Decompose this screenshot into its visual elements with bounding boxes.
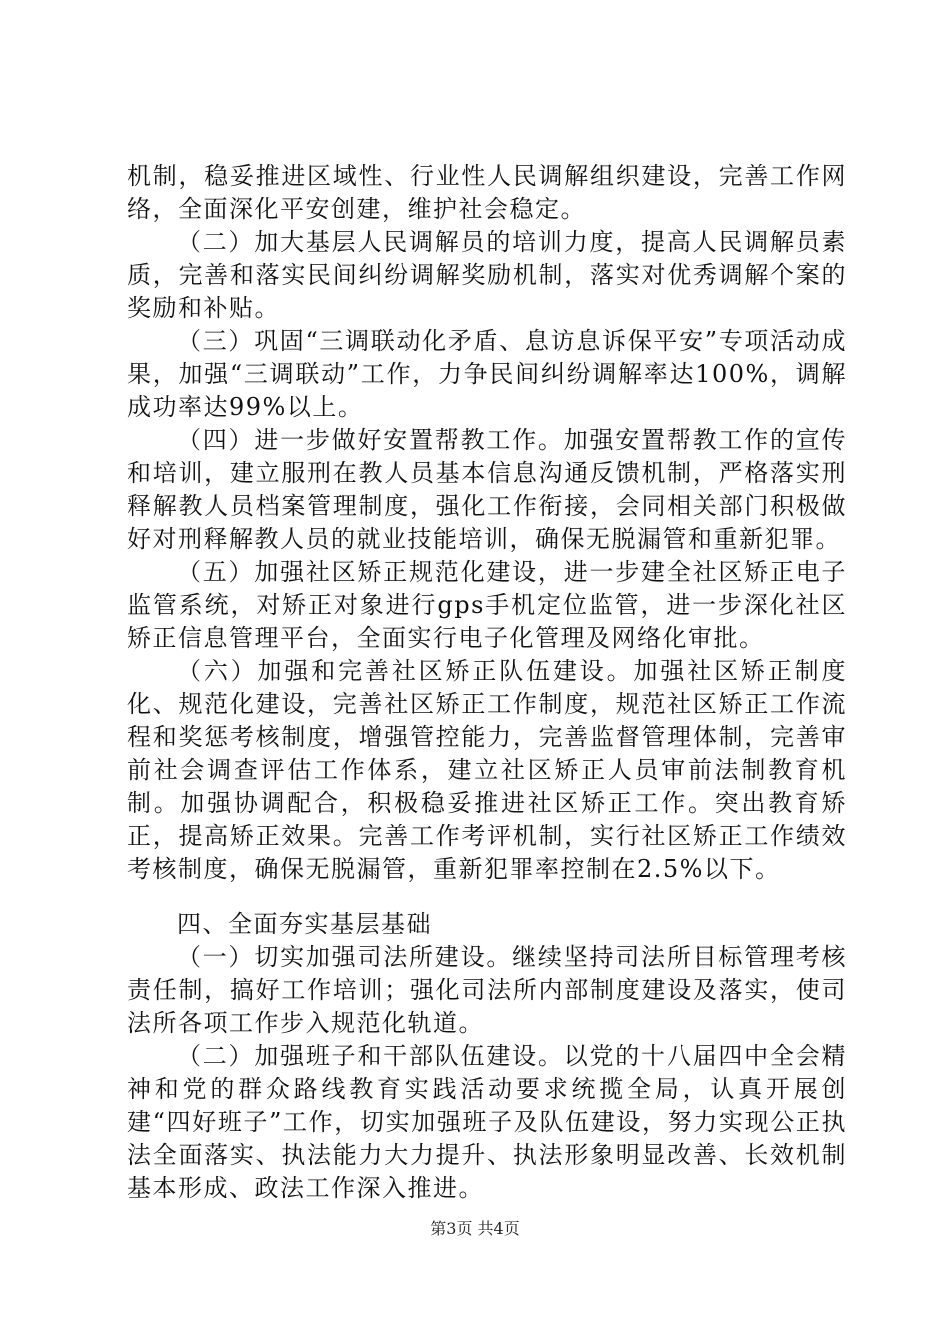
section-heading: 四、全面夯实基层基础 xyxy=(177,910,432,938)
page-number-footer: 第3页 共4页 xyxy=(430,1219,520,1238)
paragraph-item-2: （二）加大基层人民调解员的培训力度，提高人民调解员素质，完善和落实民间纠纷调解奖励机制，落实对优秀调解个案的奖励和补贴。 xyxy=(127,228,847,322)
paragraph-section4-item-2: （二）加强班子和干部队伍建设。以党的十八届四中全会精神和党的群众路线教育实践活动要求统揽全局，认真开展创建“四好班子”工作，切实加强班子及队伍建设，努力实现公正执法全面落实、执法能力大力提升、执法形象明显改善、长效机制基本形成、政法工作深入推进。 xyxy=(127,1042,847,1202)
document-body xyxy=(127,160,847,1205)
paragraph-item-4: （四）进一步做好安置帮教工作。加强安置帮教工作的宣传和培训，建立服刑在教人员基本信息沟通反馈机制，严格落实刑释解教人员档案管理制度，强化工作衔接，会同相关部门积极做好对刑释解教人员的就业技能培训，确保无脱漏管和重新犯罪。 xyxy=(127,426,847,553)
paragraph-item-6: （六）加强和完善社区矫正队伍建设。加强社区矫正制度化、规范化建设，完善社区矫正工作制度，规范社区矫正工作流程和奖惩考核制度，增强管控能力，完善监督管理体制，完善审前社会调查评估工作体系，建立社区矫正人员审前法制教育机制。加强协调配合，积极稳妥推进社区矫正工作。突出教育矫正，提高矫正效果。完善工作考评机制，实行社区矫正工作绩效考核制度，确保无脱漏管，重新犯罪率控制在2.5%以下。 xyxy=(127,657,847,883)
paragraph-continuation: 机制，稳妥推进区域性、行业性人民调解组织建设，完善工作网络，全面深化平安创建，维护社会稳定。 xyxy=(127,162,847,223)
section-gap xyxy=(127,886,847,908)
paragraph-item-3: （三）巩固“三调联动化矛盾、息访息诉保平安”专项活动成果，加强“三调联动”工作，力争民间纠纷调解率达100%，调解成功率达99%以上。 xyxy=(127,327,847,421)
paragraph-section4-item-1: （一）切实加强司法所建设。继续坚持司法所目标管理考核责任制，搞好工作培训；强化司法所内部制度建设及落实，使司法所各项工作步入规范化轨道。 xyxy=(127,943,847,1037)
paragraph-item-5: （五）加强社区矫正规范化建设，进一步建全社区矫正电子监管系统，对矫正对象进行gps手机定位监管，进一步深化社区矫正信息管理平台，全面实行电子化管理及网络化审批。 xyxy=(127,558,847,652)
